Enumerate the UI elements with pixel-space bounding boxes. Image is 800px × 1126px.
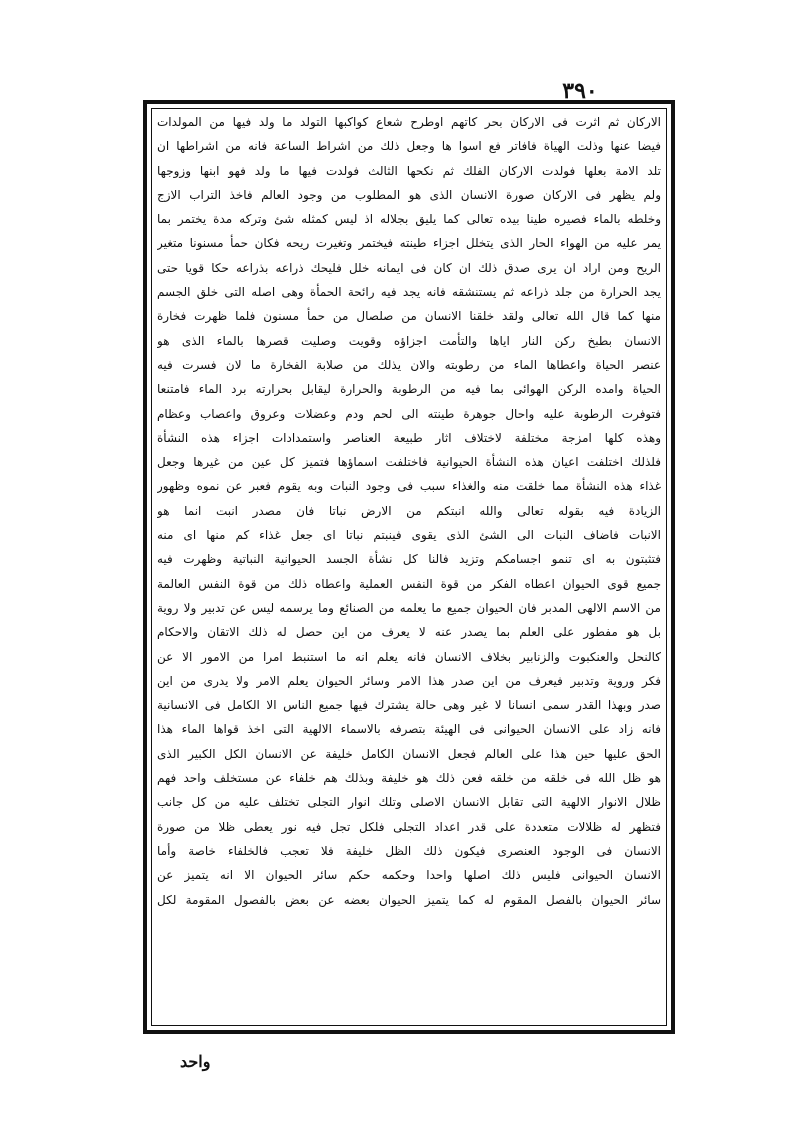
text-line: عنصر الحياة واعطاها الماء من رطوبته والان يذلك من صلابة الفخارة ما لان فسرت فيه [157, 357, 661, 372]
text-line: فتوفرت الرطوبة عليه واحال جوهرة طينته الى لحم ودم وعضلات وعروق واعصاب وعظام [157, 406, 661, 421]
text-line: منها كما قال الله تعالى ولقد خلقنا الانسان من صلصال من حمأ مسنون فلما ظهرت فخارة [157, 309, 661, 324]
text-line: الحق عليها حين هذا على العالم فجعل الانسان الكامل خليفة عن الانسان الكل الكبير الذى [157, 746, 661, 761]
text-line: بل هو مفطور على العلم بما يصدر عنه لا يعرف من اين حصل له ذلك الاتقان والاحكام [157, 625, 661, 640]
text-line: فكر وروية وتدبير فيعرف من اين صدر هذا الامر وسائر الحيوان يعلم الامر ولا يدرى من اين [157, 673, 661, 688]
text-line: هو ظل الله فى خلقه من خلقه فعن ذلك هو خليفة وبذلك هم خلفاء عن مستخلف واحد فهم [157, 771, 661, 786]
text-line: سائر الحيوان بالفصل المقوم له كما يتميز الحيوان بعضه عن بعض بالفصول المقومة لكل [157, 892, 661, 907]
text-line: فلذلك اختلفت اعيان هذه النشأة الحيوانية فاختلفت اسماؤها فتميز كل عين من غيرها وجعل [157, 455, 661, 470]
text-block [157, 110, 661, 1024]
text-line: ولم يظهر فى الاركان صورة الانسان الذى هو المطلوب من وجود العالم فاخذ التراب الازج [157, 187, 661, 202]
text-line: الانسان الحيوانى فليس ذلك اصلها واحدا وحكمه حكم سائر الحيوان الا انه يتميز عن [157, 868, 661, 883]
text-line: يجد الحرارة من جلد ذراعه ثم يستنشقه فانه يجد فيه رائحة الحمأة وهى اصله التى خلق الجسم [157, 285, 661, 300]
catchword: واحد [180, 1052, 211, 1071]
text-line: وهذه كلها امزجة مختلفة لاختلاف اثار طبيعة العناصر واستمدادات اجزاء هذه النشأة [157, 430, 661, 445]
text-line: فتثبتون به اى تنمو اجسامكم وتزيد فالنا كل نشأة الجسد الحيوانية النباتية وظهرت فيه [157, 552, 661, 567]
text-line: صدر وبهذا القدر سمى انسانا لا غير وهى حالة يشترك فيها جميع الناس الا الكامل فى الانسانية [157, 698, 661, 713]
text-line: فتظهر له ظلالات متعددة على قدر اعداد التجلى فلكل تجل فيه نور يعطى ظلا من صورة [157, 819, 661, 834]
text-line: الحياة وامده الركن الهوائى بما فيه من الرطوبة والحرارة ليقابل بحرارته برد الماء فامتنعا [157, 382, 661, 397]
text-line: فيضا عنها وذلت الهياة فافاتر فع اسوا ها وجعل ذلك من اشراط الساعة فانه من اشراطها ان [157, 139, 661, 154]
text-line: الريح ومن اراد ان يرى صدق ذلك ان كان فى ايمانه خلل فليحك ذراعه بذراعه حكا قويا حتى [157, 260, 661, 275]
text-line: من الاسم الالهى المدبر فان الحيوان جميع ما يعلمه من الصنائع وما يرسمه ليس عن تدبير ولا روية [157, 600, 661, 615]
text-frame [143, 100, 675, 1034]
text-line: الانسان فى الوجود العنصرى فيكون ذلك الظل خليفة فلا تعجب فالخلفاء خاصة وأما [157, 843, 661, 858]
text-line: وخلطه بالماء فصيره طينا بيده تعالى كما يليق بجلاله اذ ليس كمثله شئ وتركه مدة يختمر بما [157, 212, 661, 227]
text-line: يمر عليه من الهواء الحار الذى يتخلل اجزاء طينته فيختمر وتغيرت ريحه فكان حمأ مسنونا متغير [157, 236, 661, 251]
text-line: الانسان بطبخ ركن النار اياها والتأمت اجزاؤه وقويت وصليت قصرها بالماء الذى هو [157, 333, 661, 348]
text-line: جميع قوى الحيوان اعطاه الفكر من قوة النفس العملية واعطاه ذلك من قوة النفس العالمة [157, 576, 661, 591]
text-line: تلد الامة بعلها فولدت الاركان الفلك ثم نكحها الثالث فولدت فيها ما ولد فهو ابنها وزوجها [157, 163, 661, 178]
text-line: غذاء هذه النشأة مما خلقت منه والغذاء سبب فى وجود النبات وبه يقوم فعبر عن نموه وظهور [157, 479, 661, 494]
text-line: كالنحل والعنكبوت والزنابير بخلاف الانسان فانه يعلم انه ما استنبط امرا من الامور الا عن [157, 649, 661, 664]
text-line: الزيادة فيه بقوله تعالى والله انبتكم من الارض نباتا فان مصدر انبت انما هو [157, 503, 661, 518]
text-line: الاركان ثم اثرت فى الاركان بحر كاتهم اوطرح شعاع كواكبها التولد ما ولد فيها من المولدات [157, 115, 661, 129]
text-line: فانه زاد على الانسان الحيوانى فى الهيئة بتصرفه بالاسماء الالهية التى اخذ قواها الماء هذا [157, 722, 661, 737]
page-number: ٣٩٠ [562, 78, 598, 104]
text-line: الانبات فاضاف النبات الى الشئ الذى يقوى فينبتم نباتا اى جعل غذاء كم منها اى منه [157, 528, 661, 543]
text-line: ظلال الانوار الالهية التى تقابل الانسان الاصلى وتلك انوار التجلى تختلف عليه من كل جانب [157, 795, 661, 810]
